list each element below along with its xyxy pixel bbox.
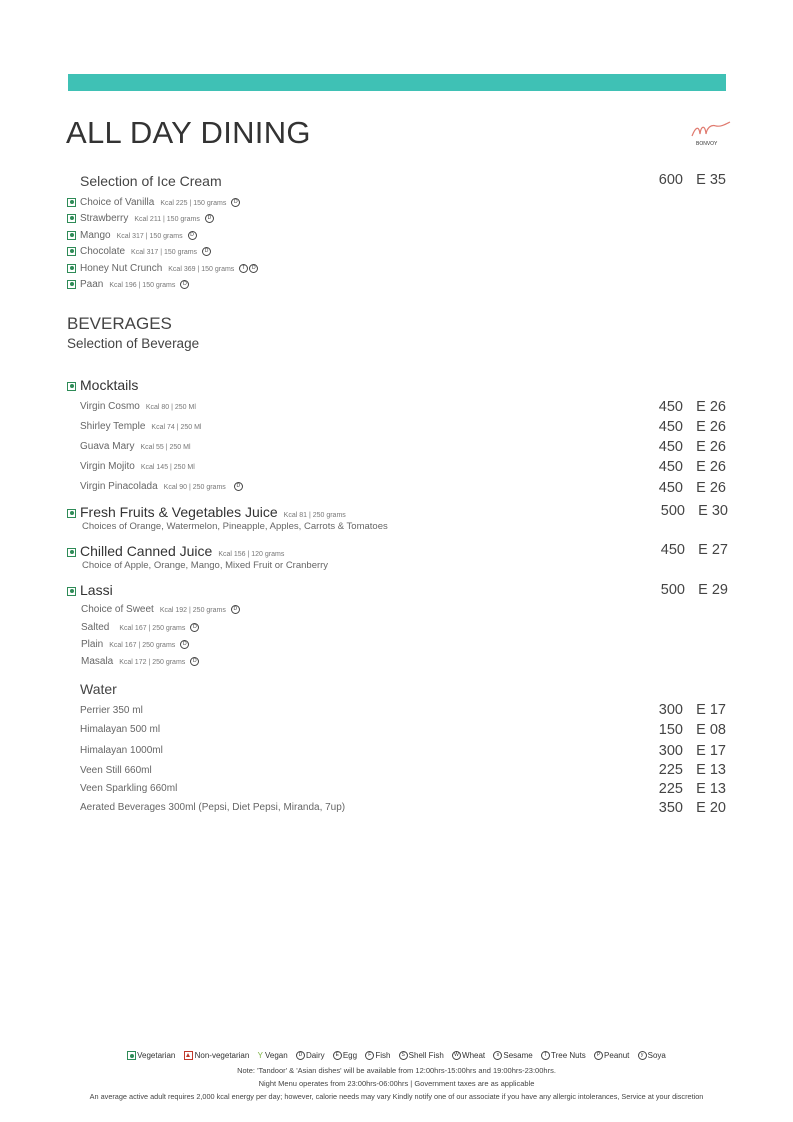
fish-icon: F — [365, 1051, 374, 1060]
category-label: Mocktails — [80, 377, 139, 393]
item-name: Choice of Sweet — [81, 604, 154, 615]
juice-price: 500 — [660, 503, 685, 519]
item-kcal: Kcal 172 | 250 grams — [119, 659, 186, 666]
item-eprice: E 26 — [696, 399, 726, 415]
item-price: 450 — [658, 439, 683, 455]
list-item — [67, 263, 258, 274]
list-item: Himalayan 1000ml — [80, 745, 163, 756]
legend-label: Fish — [375, 1051, 391, 1060]
non-veg-icon — [184, 1051, 193, 1060]
legend-label: Sesame — [503, 1051, 533, 1060]
veg-icon — [67, 214, 76, 223]
canned-juice-eprice: E 27 — [698, 542, 728, 558]
item-eprice: E 20 — [696, 800, 726, 816]
item-kcal: Kcal 317 | 150 grams — [131, 249, 198, 256]
dairy-icon: D — [231, 198, 240, 207]
item-eprice: E 13 — [696, 781, 726, 797]
list-item — [81, 604, 240, 615]
legend-label: Non-vegetarian — [194, 1051, 250, 1060]
item-kcal: Kcal 80 | 250 Ml — [145, 404, 196, 411]
item-name: Mango — [80, 230, 111, 241]
list-item — [67, 230, 197, 241]
dairy-icon: D — [202, 247, 211, 256]
item-kcal: Kcal 317 | 150 grams — [116, 233, 183, 240]
ice-cream-price: 600 — [658, 172, 683, 188]
beverages-subheading: Selection of Beverage — [67, 336, 200, 351]
list-item — [67, 246, 211, 257]
dairy-icon: D — [190, 657, 199, 666]
item-name: Paan — [80, 279, 104, 290]
veg-icon — [127, 1051, 136, 1060]
item-kcal: Kcal 145 | 250 Ml — [140, 464, 195, 471]
dairy-icon: D — [231, 605, 240, 614]
beverages-heading: BEVERAGES — [67, 314, 172, 333]
item-name: Choice of Vanilla — [80, 197, 155, 208]
veg-icon — [67, 587, 76, 596]
item-price: 350 — [658, 800, 683, 816]
list-item — [80, 421, 201, 432]
item-price: 225 — [658, 781, 683, 797]
dairy-icon: D — [205, 214, 214, 223]
legend-label: Peanut — [604, 1051, 630, 1060]
page-title: ALL DAY DINING — [66, 115, 311, 150]
veg-icon — [67, 198, 76, 207]
juice-description: Choices of Orange, Watermelon, Pineapple, Apples, Carrots & Tomatoes — [82, 521, 388, 532]
lassi-heading — [67, 582, 113, 598]
header-accent-bar — [68, 74, 726, 91]
item-price: 300 — [658, 743, 683, 759]
shell-fish-icon: S — [399, 1051, 408, 1060]
item-kcal: Kcal 225 | 150 grams — [160, 200, 227, 207]
legend-label: Vegan — [265, 1051, 288, 1060]
item-eprice: E 26 — [696, 439, 726, 455]
item-eprice: E 17 — [696, 743, 726, 759]
list-item — [80, 461, 195, 472]
water-heading: Water — [80, 681, 117, 697]
list-item: Veen Sparkling 660ml — [80, 783, 178, 794]
item-name: Shirley Temple — [80, 421, 146, 432]
peanut-icon: P — [594, 1051, 603, 1060]
item-kcal: Kcal 192 | 250 grams — [159, 607, 226, 614]
juice-eprice: E 30 — [698, 503, 728, 519]
item-kcal: Kcal 156 | 120 grams — [218, 551, 285, 558]
item-kcal: Kcal 369 | 150 grams — [168, 266, 235, 273]
canned-juice-heading — [67, 543, 284, 559]
legend-label: Shell Fish — [408, 1051, 444, 1060]
list-item: Perrier 350 ml — [80, 705, 143, 716]
list-item — [81, 656, 199, 667]
veg-icon — [67, 280, 76, 289]
category-label: Chilled Canned Juice — [80, 543, 213, 559]
item-kcal: Kcal 167 | 250 grams — [119, 625, 186, 632]
dairy-icon: D — [296, 1051, 305, 1060]
item-name: Strawberry — [80, 213, 129, 224]
item-name: Plain — [81, 639, 104, 650]
ice-cream-eprice: E 35 — [696, 172, 726, 188]
item-name: Masala — [81, 656, 114, 667]
tree-nuts-icon: T — [239, 264, 248, 273]
item-eprice: E 17 — [696, 702, 726, 718]
item-name: Virgin Pinacolada — [80, 481, 158, 492]
note-line-1: Note: 'Tandoor' & 'Asian dishes' will be available from 12:00hrs-15:00hrs and 19:00hrs-23:00hrs. — [237, 1066, 556, 1075]
item-price: 300 — [658, 702, 683, 718]
wheat-icon: W — [452, 1051, 461, 1060]
ice-cream-heading: Selection of Ice Cream — [80, 173, 222, 189]
list-item — [80, 401, 196, 412]
item-price: 150 — [658, 722, 683, 738]
item-eprice: E 26 — [696, 419, 726, 435]
item-kcal: Kcal 55 | 250 Ml — [140, 444, 191, 451]
item-kcal: Kcal 211 | 150 grams — [134, 216, 200, 223]
list-item — [67, 279, 189, 290]
svg-text:BONVOY: BONVOY — [696, 141, 718, 147]
veg-icon — [67, 509, 76, 518]
list-item — [67, 213, 214, 224]
item-kcal: Kcal 90 | 250 grams — [163, 484, 226, 491]
legend-label: Egg — [342, 1051, 358, 1060]
egg-icon: E — [333, 1051, 342, 1060]
item-price: 450 — [658, 419, 683, 435]
marriott-bonvoy-logo — [688, 118, 732, 148]
dairy-icon: D — [188, 231, 197, 240]
list-item — [80, 441, 191, 452]
item-name: Chocolate — [80, 246, 126, 257]
dietary-legend — [0, 1051, 793, 1060]
veg-icon — [67, 247, 76, 256]
item-kcal: Kcal 74 | 250 Ml — [151, 424, 202, 431]
legend-label: Wheat — [462, 1051, 486, 1060]
dairy-icon: D — [180, 640, 189, 649]
list-item — [81, 622, 199, 633]
legend-label: Dairy — [305, 1051, 325, 1060]
dairy-icon: D — [234, 482, 243, 491]
note-line-3: An average active adult requires 2,000 kcal energy per day; however, calorie needs may vary Kindly notify one of our associate if you have any allergic intolerances, Service at your discretion — [89, 1092, 704, 1101]
item-kcal: Kcal 81 | 250 grams — [283, 512, 346, 519]
juice-heading — [67, 504, 346, 520]
item-price: 450 — [658, 480, 683, 496]
item-name: Virgin Mojito — [80, 461, 135, 472]
list-item — [81, 639, 189, 650]
item-price: 450 — [658, 399, 683, 415]
list-item — [67, 197, 240, 208]
legend-label: Tree Nuts — [550, 1051, 586, 1060]
dairy-icon: D — [180, 280, 189, 289]
tree-nuts-icon: T — [541, 1051, 550, 1060]
veg-icon — [67, 548, 76, 557]
lassi-eprice: E 29 — [698, 582, 728, 598]
item-eprice: E 08 — [696, 722, 726, 738]
item-kcal: Kcal 196 | 150 grams — [109, 282, 176, 289]
mocktails-heading — [67, 377, 138, 393]
item-kcal: Kcal 167 | 250 grams — [109, 642, 176, 649]
vegan-icon: Y — [257, 1051, 263, 1060]
canned-juice-price: 450 — [660, 542, 685, 558]
item-name: Guava Mary — [80, 441, 135, 452]
veg-icon — [67, 382, 76, 391]
item-price: 450 — [658, 459, 683, 475]
list-item: Aerated Beverages 300ml (Pepsi, Diet Pepsi, Miranda, 7up) — [80, 802, 346, 813]
list-item: Veen Still 660ml — [80, 765, 152, 776]
item-name: Virgin Cosmo — [80, 401, 140, 412]
category-label: Fresh Fruits & Vegetables Juice — [80, 504, 278, 520]
veg-icon — [67, 264, 76, 273]
veg-icon — [67, 231, 76, 240]
lassi-price: 500 — [660, 582, 685, 598]
item-name: Honey Nut Crunch — [80, 263, 163, 274]
sesame-icon: s — [493, 1051, 502, 1060]
canned-juice-description: Choice of Apple, Orange, Mango, Mixed Fruit or Cranberry — [82, 560, 329, 571]
category-label: Lassi — [80, 582, 113, 598]
item-eprice: E 26 — [696, 480, 726, 496]
legend-label: Soya — [647, 1051, 666, 1060]
item-eprice: E 13 — [696, 762, 726, 778]
list-item — [80, 481, 243, 492]
dairy-icon: D — [190, 623, 199, 632]
item-eprice: E 26 — [696, 459, 726, 475]
soya-icon: y — [638, 1051, 647, 1060]
item-price: 225 — [658, 762, 683, 778]
legend-label: Vegetarian — [137, 1051, 176, 1060]
list-item: Himalayan 500 ml — [80, 724, 161, 735]
note-line-2: Night Menu operates from 23:00hrs-06:00hrs | Government taxes are as applicable — [258, 1079, 535, 1088]
dairy-icon: D — [249, 264, 258, 273]
item-name: Salted — [81, 622, 110, 633]
